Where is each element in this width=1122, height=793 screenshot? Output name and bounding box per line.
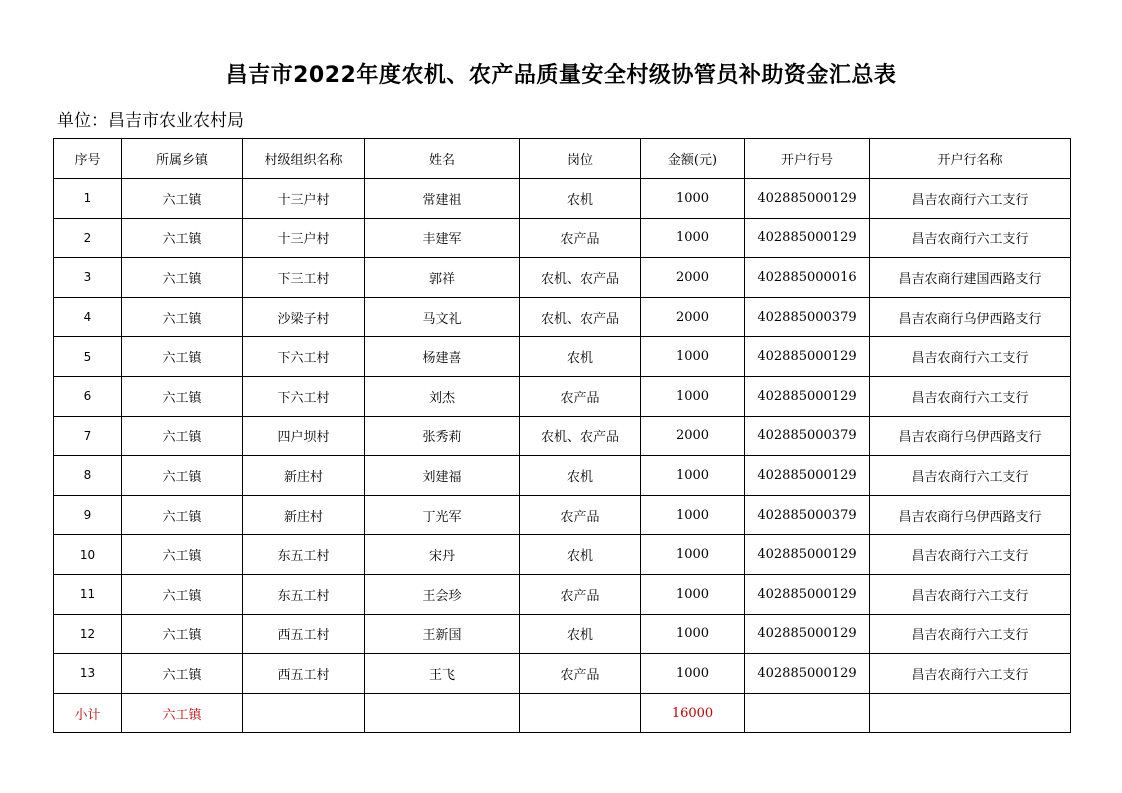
cell-name: 王会珍	[365, 574, 520, 614]
cell-town: 六工镇	[122, 495, 243, 535]
cell-post: 农机	[520, 179, 641, 219]
table-row	[54, 495, 1071, 535]
table-body	[54, 179, 1071, 733]
header-name: 姓名	[365, 139, 520, 179]
cell-bank-name: 昌吉农商行六工支行	[870, 574, 1071, 614]
header-amount: 金额(元)	[641, 139, 745, 179]
cell-post: 农机	[520, 535, 641, 575]
cell-town: 六工镇	[122, 258, 243, 298]
cell-post: 农机、农产品	[520, 258, 641, 298]
table-row	[54, 614, 1071, 654]
cell-amount: 1000	[641, 495, 745, 535]
cell-bank-no: 402885000129	[745, 456, 870, 496]
cell-no: 2	[54, 218, 122, 258]
cell-post: 农产品	[520, 654, 641, 694]
cell-name	[365, 693, 520, 733]
cell-town: 六工镇	[122, 654, 243, 694]
cell-name: 王新国	[365, 614, 520, 654]
cell-amount: 1000	[641, 654, 745, 694]
cell-village: 下三工村	[243, 258, 365, 298]
cell-name: 郭祥	[365, 258, 520, 298]
cell-bank-name	[870, 693, 1071, 733]
cell-town: 六工镇	[122, 535, 243, 575]
cell-bank-no: 402885000129	[745, 218, 870, 258]
cell-village: 东五工村	[243, 574, 365, 614]
cell-village: 西五工村	[243, 654, 365, 694]
subsidy-table	[53, 138, 1071, 733]
table-row	[54, 376, 1071, 416]
cell-bank-name: 昌吉农商行六工支行	[870, 456, 1071, 496]
cell-bank-name: 昌吉农商行六工支行	[870, 179, 1071, 219]
cell-bank-name: 昌吉农商行六工支行	[870, 535, 1071, 575]
subtotal-row	[54, 693, 1071, 733]
table-row	[54, 297, 1071, 337]
cell-bank-no: 402885000129	[745, 535, 870, 575]
cell-town: 六工镇	[122, 456, 243, 496]
cell-no: 13	[54, 654, 122, 694]
cell-no: 6	[54, 376, 122, 416]
cell-name: 张秀莉	[365, 416, 520, 456]
table-row	[54, 179, 1071, 219]
cell-post: 农机	[520, 337, 641, 377]
header-bank-name: 开户行名称	[870, 139, 1071, 179]
cell-bank-name: 昌吉农商行六工支行	[870, 376, 1071, 416]
cell-bank-no: 402885000379	[745, 495, 870, 535]
cell-town: 六工镇	[122, 693, 243, 733]
header-village: 村级组织名称	[243, 139, 365, 179]
header-town: 所属乡镇	[122, 139, 243, 179]
cell-no: 5	[54, 337, 122, 377]
cell-amount: 2000	[641, 258, 745, 298]
cell-no: 3	[54, 258, 122, 298]
cell-town: 六工镇	[122, 179, 243, 219]
cell-no: 12	[54, 614, 122, 654]
cell-amount: 1000	[641, 574, 745, 614]
cell-bank-no: 402885000016	[745, 258, 870, 298]
cell-amount: 1000	[641, 179, 745, 219]
cell-bank-name: 昌吉农商行乌伊西路支行	[870, 297, 1071, 337]
cell-no: 1	[54, 179, 122, 219]
table-row	[54, 654, 1071, 694]
cell-name: 丁光军	[365, 495, 520, 535]
cell-bank-no: 402885000129	[745, 179, 870, 219]
cell-village: 四户坝村	[243, 416, 365, 456]
cell-bank-name: 昌吉农商行六工支行	[870, 337, 1071, 377]
cell-town: 六工镇	[122, 376, 243, 416]
cell-amount: 1000	[641, 337, 745, 377]
unit-label: 单位：昌吉市农业农村局	[57, 111, 244, 131]
cell-post: 农产品	[520, 495, 641, 535]
table-row	[54, 416, 1071, 456]
header-post: 岗位	[520, 139, 641, 179]
cell-amount: 2000	[641, 416, 745, 456]
cell-bank-no: 402885000379	[745, 297, 870, 337]
cell-name: 马文礼	[365, 297, 520, 337]
cell-post: 农产品	[520, 218, 641, 258]
cell-town: 六工镇	[122, 218, 243, 258]
cell-village: 新庄村	[243, 456, 365, 496]
cell-no: 10	[54, 535, 122, 575]
cell-name: 常建祖	[365, 179, 520, 219]
cell-bank-name: 昌吉农商行六工支行	[870, 654, 1071, 694]
table-row	[54, 535, 1071, 575]
cell-amount: 1000	[641, 535, 745, 575]
cell-post: 农机、农产品	[520, 297, 641, 337]
header-row	[54, 139, 1071, 179]
cell-amount: 16000	[641, 693, 745, 733]
cell-bank-no: 402885000129	[745, 654, 870, 694]
cell-name: 宋丹	[365, 535, 520, 575]
cell-post	[520, 693, 641, 733]
cell-bank-name: 昌吉农商行乌伊西路支行	[870, 416, 1071, 456]
cell-bank-no	[745, 693, 870, 733]
cell-amount: 1000	[641, 614, 745, 654]
cell-name: 杨建喜	[365, 337, 520, 377]
cell-post: 农机	[520, 456, 641, 496]
document-title: 昌吉市2022年度农机、农产品质量安全村级协管员补助资金汇总表	[225, 63, 897, 88]
cell-post: 农机	[520, 614, 641, 654]
header-bank-no: 开户行号	[745, 139, 870, 179]
cell-name: 王飞	[365, 654, 520, 694]
cell-amount: 1000	[641, 456, 745, 496]
cell-village: 下六工村	[243, 376, 365, 416]
cell-village: 下六工村	[243, 337, 365, 377]
cell-village: 沙梁子村	[243, 297, 365, 337]
cell-no: 8	[54, 456, 122, 496]
cell-village: 十三户村	[243, 179, 365, 219]
cell-village: 东五工村	[243, 535, 365, 575]
cell-village: 西五工村	[243, 614, 365, 654]
cell-village: 新庄村	[243, 495, 365, 535]
cell-bank-no: 402885000129	[745, 574, 870, 614]
cell-bank-name: 昌吉农商行乌伊西路支行	[870, 495, 1071, 535]
table-row	[54, 456, 1071, 496]
cell-town: 六工镇	[122, 337, 243, 377]
cell-amount: 1000	[641, 376, 745, 416]
table-row	[54, 218, 1071, 258]
cell-post: 农机、农产品	[520, 416, 641, 456]
cell-name: 刘建福	[365, 456, 520, 496]
cell-town: 六工镇	[122, 614, 243, 654]
cell-no: 9	[54, 495, 122, 535]
cell-bank-no: 402885000129	[745, 614, 870, 654]
cell-town: 六工镇	[122, 574, 243, 614]
cell-village	[243, 693, 365, 733]
cell-no: 4	[54, 297, 122, 337]
cell-bank-name: 昌吉农商行六工支行	[870, 614, 1071, 654]
table-row	[54, 574, 1071, 614]
cell-bank-no: 402885000129	[745, 337, 870, 377]
table-row	[54, 258, 1071, 298]
subtotal-label: 小计	[54, 693, 122, 733]
cell-town: 六工镇	[122, 416, 243, 456]
table-row	[54, 337, 1071, 377]
cell-no: 11	[54, 574, 122, 614]
cell-bank-name: 昌吉农商行六工支行	[870, 218, 1071, 258]
cell-name: 刘杰	[365, 376, 520, 416]
header-no: 序号	[54, 139, 122, 179]
cell-town: 六工镇	[122, 297, 243, 337]
cell-bank-no: 402885000129	[745, 376, 870, 416]
cell-post: 农产品	[520, 376, 641, 416]
cell-post: 农产品	[520, 574, 641, 614]
cell-bank-no: 402885000379	[745, 416, 870, 456]
cell-amount: 2000	[641, 297, 745, 337]
cell-village: 十三户村	[243, 218, 365, 258]
cell-bank-name: 昌吉农商行建国西路支行	[870, 258, 1071, 298]
cell-no: 7	[54, 416, 122, 456]
cell-amount: 1000	[641, 218, 745, 258]
cell-name: 丰建军	[365, 218, 520, 258]
